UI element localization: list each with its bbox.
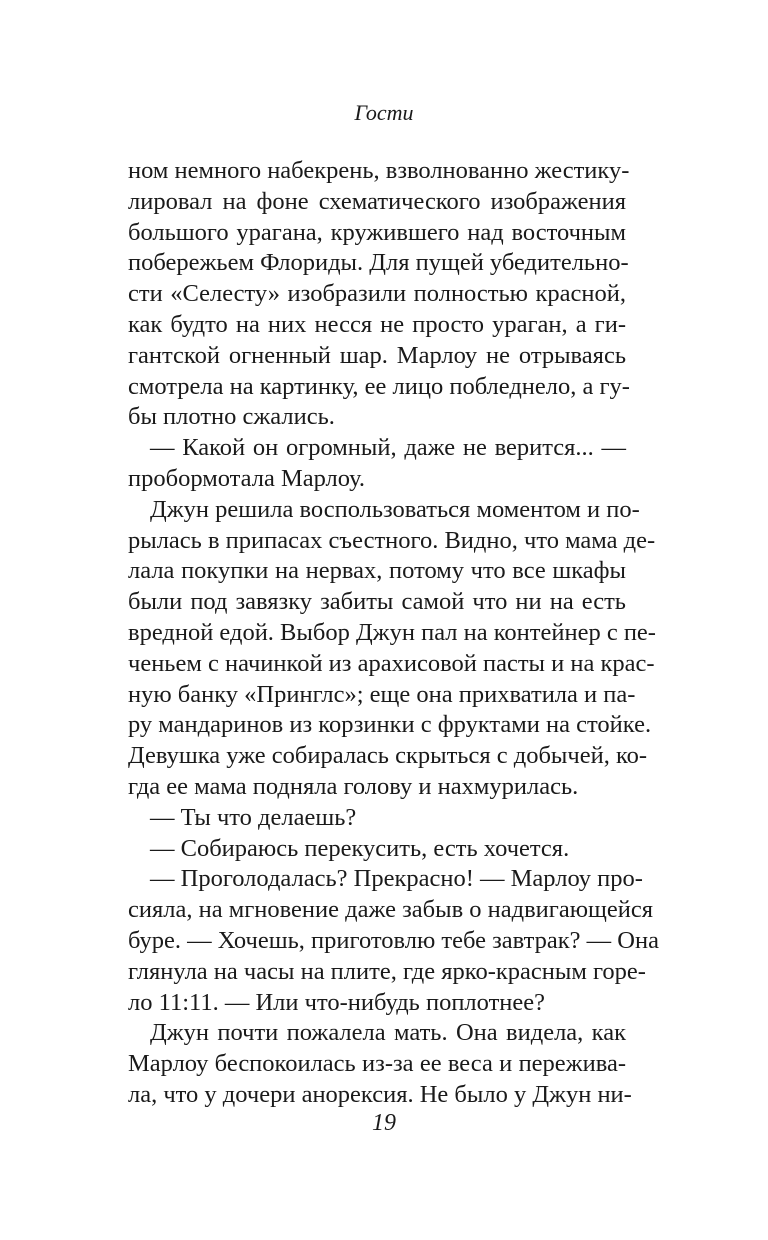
text-line: ном немного набекрень, взволнованно жестику-: [128, 157, 630, 184]
paragraph: [128, 1018, 632, 1110]
text-line: ченьем с начинкой из арахисовой пасты и на крас-: [128, 649, 655, 677]
text-line: сти «Селесту» изобразили полностью красной,: [128, 280, 626, 308]
running-head: Гости: [354, 100, 414, 125]
text-line: как будто на них несся не просто ураган, а ги-: [128, 310, 626, 338]
paragraph: [128, 803, 626, 834]
text-line: гда ее мама подняла голову и нахмурилась.: [128, 772, 579, 800]
text-line: сияла, на мгновение даже забыв о надвигающейся: [128, 896, 653, 924]
text-line: — Ты что делаешь?: [150, 803, 357, 831]
text-line: буре. — Хочешь, приготовлю тебе завтрак? — Она: [128, 926, 659, 954]
text-line: лировал на фоне схематического изображения: [128, 187, 626, 215]
text-line: ла, что у дочери анорексия. Не было у Джун ни-: [128, 1080, 632, 1108]
text-line: Джун решила воспользоваться моментом и по-: [150, 495, 640, 523]
paragraph: [128, 156, 630, 433]
text-line: ру мандаринов из корзинки с фруктами на стойке.: [128, 711, 652, 739]
paragraph: [128, 864, 659, 1018]
text-line: — Какой он огромный, даже не верится... —: [150, 434, 626, 462]
text-line: лала покупки на нервах, потому что все шкафы: [128, 557, 626, 585]
paragraph: [128, 495, 656, 803]
text-line: ло 11:11. — Или что-нибудь поплотнее?: [128, 988, 546, 1016]
text-line: вредной едой. Выбор Джун пал на контейнер с пе-: [128, 618, 656, 646]
body-text: [128, 156, 659, 1111]
text-line: пробормотала Марлоу.: [128, 464, 366, 492]
text-line: глянула на часы на плите, где ярко-красным горе-: [128, 957, 646, 985]
paragraph: [128, 834, 626, 865]
paragraph: [128, 433, 626, 495]
text-line: большого урагана, кружившего над восточным: [128, 218, 626, 246]
text-line: гантской огненный шар. Марлоу не отрываясь: [128, 341, 626, 369]
text-line: бы плотно сжались.: [128, 403, 335, 431]
text-line: ную банку «Принглс»; еще она прихватила и па-: [128, 680, 636, 708]
text-line: были под завязку забиты самой что ни на есть: [128, 588, 626, 616]
text-line: Марлоу беспокоилась из-за ее веса и пережива-: [128, 1050, 626, 1078]
page-number: 19: [372, 1110, 396, 1136]
text-line: смотрела на картинку, ее лицо побледнело, а гу-: [128, 372, 630, 400]
text-line: Джун почти пожалела мать. Она видела, как: [150, 1019, 626, 1047]
text-line: — Проголодалась? Прекрасно! — Марлоу про-: [150, 865, 643, 893]
text-line: побережьем Флориды. Для пущей убедительно-: [128, 249, 629, 277]
text-line: рылась в припасах съестного. Видно, что мама де-: [128, 526, 656, 554]
text-line: Девушка уже собиралась скрыться с добычей, ко-: [128, 742, 648, 770]
text-line: — Собираюсь перекусить, есть хочется.: [150, 834, 570, 862]
